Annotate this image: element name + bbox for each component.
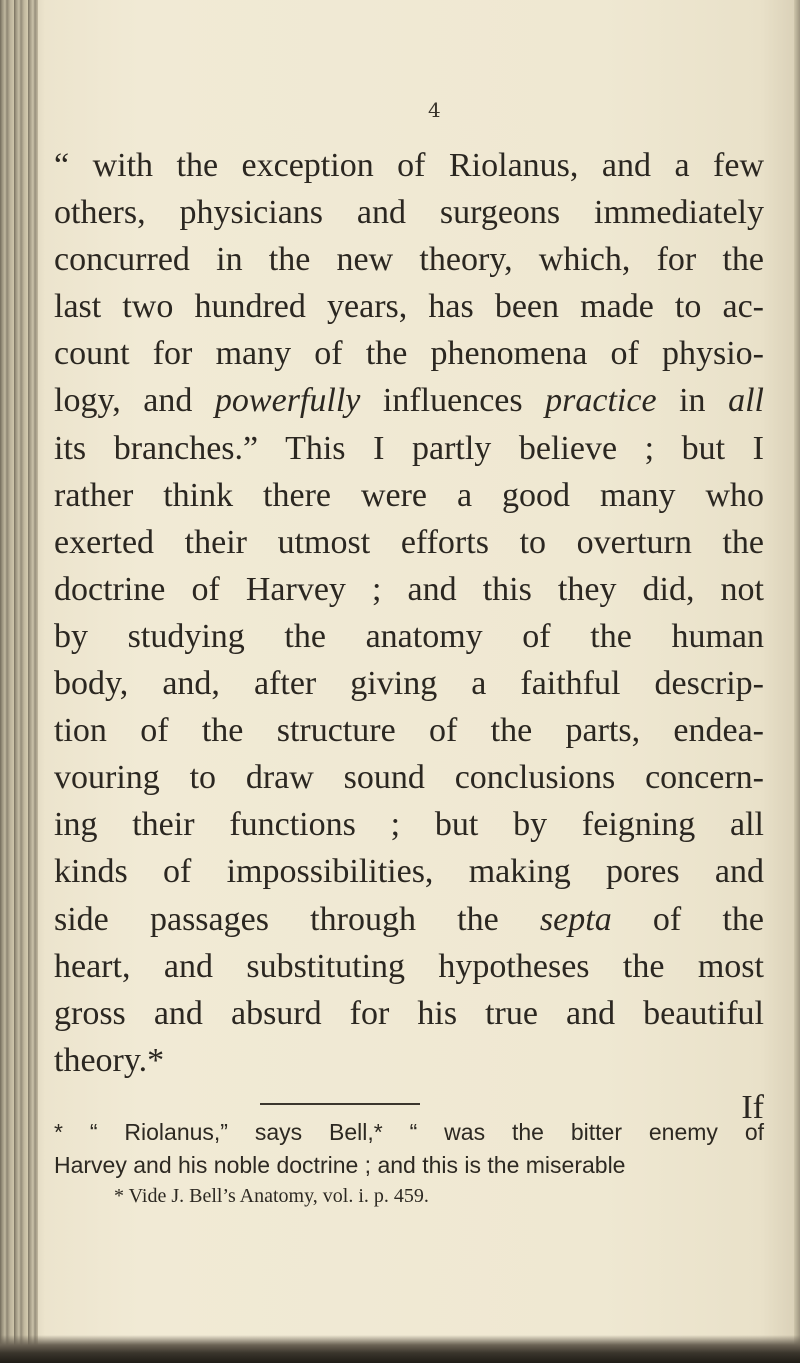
book-bottom-edge: [0, 1335, 800, 1363]
text-line: count for many of the phenomena of physio-: [54, 335, 764, 373]
sub-footnote: * Vide J. Bell’s Anatomy, vol. i. p. 459.: [114, 1185, 429, 1207]
text-line: doctrine of Harvey ; and this they did, not: [54, 570, 764, 608]
text-line: gross and absurd for his true and beautiful: [54, 994, 764, 1032]
text-line: kinds of impossibilities, making pores and: [54, 853, 764, 891]
text-line: rather think there were a good many who: [54, 476, 764, 514]
page-number: 4: [428, 98, 441, 122]
italic-text: all: [728, 382, 764, 420]
text-line: body, and, after giving a faithful descrip-: [54, 665, 764, 703]
catchword: If: [741, 1088, 764, 1126]
text-line: its branches.” This I partly believe ; but I: [54, 429, 764, 467]
footnote-line: Harvey and his noble doctrine ; and this is the miserable: [54, 1152, 626, 1178]
italic-text: septa: [539, 900, 612, 938]
page-body: [40, 0, 800, 1363]
text-line: concurred in the new theory, which, for the: [54, 241, 764, 279]
main-text: [54, 142, 764, 1131]
italic-text: practice: [545, 382, 657, 420]
text-run: of the: [611, 900, 764, 938]
text-line: others, physicians and surgeons immediately: [54, 194, 764, 232]
italic-text: powerfully: [214, 382, 361, 420]
text-run: logy, and: [54, 382, 215, 420]
text-line: [54, 377, 764, 424]
footnote: [54, 1116, 764, 1210]
text-run: in: [656, 382, 729, 420]
text-line: “ with the exception of Riolanus, and a few: [54, 147, 764, 184]
text-line: ing their functions ; but by feigning all: [54, 806, 764, 844]
footnote-line: * “ Riolanus,” says Bell,* “ was the bitter enemy of: [54, 1119, 764, 1145]
text-line: [54, 896, 764, 943]
text-line: last two hundred years, has been made to ac-: [54, 288, 764, 326]
text-line: theory.*: [54, 1041, 165, 1079]
text-line: exerted their utmost efforts to overturn the: [54, 523, 764, 561]
footnote-rule: [260, 1103, 420, 1105]
book-spine: [0, 0, 38, 1363]
text-run: side passages through the: [54, 900, 540, 938]
text-line: vouring to draw sound conclusions concern-: [54, 759, 764, 797]
text-line: tion of the structure of the parts, endea-: [54, 712, 764, 750]
text-line: by studying the anatomy of the human: [54, 617, 764, 655]
text-run: influences: [360, 382, 546, 420]
text-line: heart, and substituting hypotheses the most: [54, 947, 764, 985]
